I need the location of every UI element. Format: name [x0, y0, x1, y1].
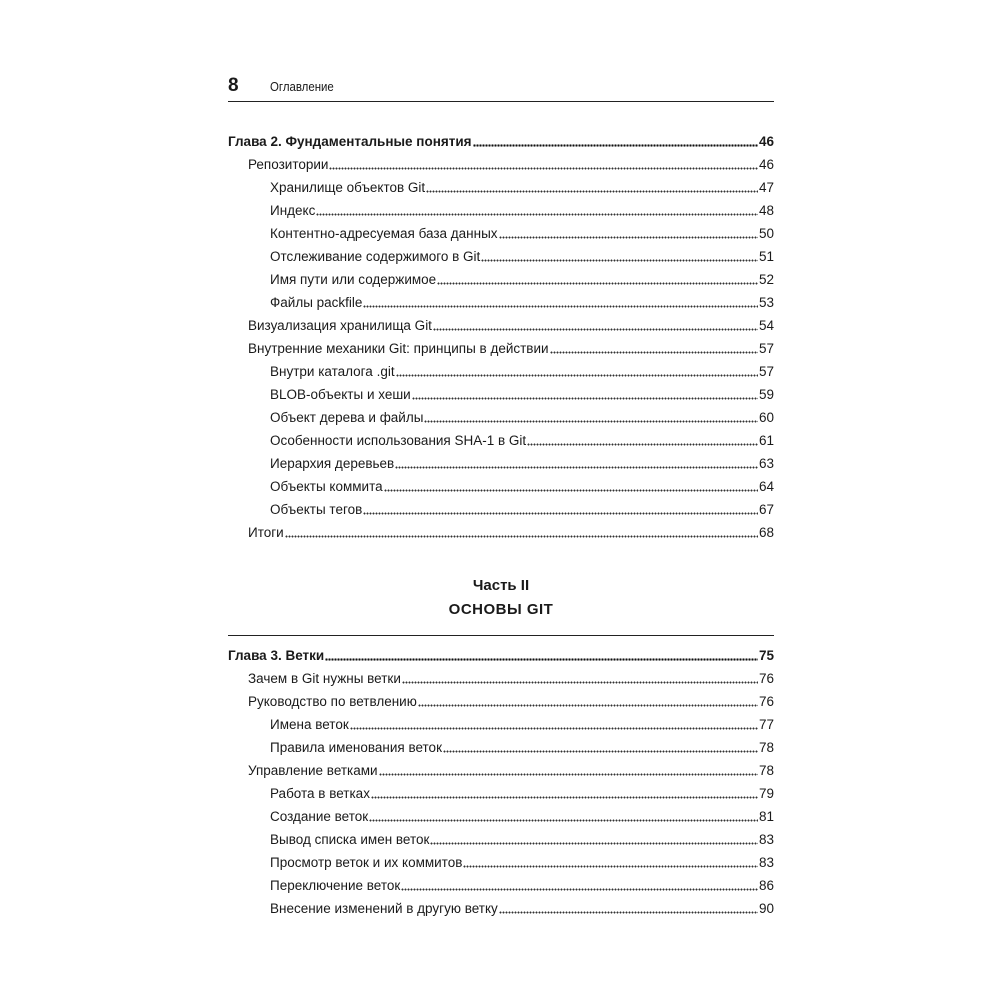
toc-entry	[228, 759, 774, 782]
toc-dot-leader	[424, 417, 758, 423]
toc-entry-page-number: 90	[758, 901, 774, 916]
toc-dot-leader	[285, 532, 758, 538]
toc-entry	[228, 406, 774, 429]
toc-entry-title: Внутри каталога .git	[270, 364, 395, 379]
toc-dot-leader	[396, 371, 758, 377]
toc-section-chapter-2	[228, 130, 774, 544]
toc-entry	[228, 498, 774, 521]
toc-chapter-entry	[228, 644, 774, 667]
toc-entry-title: Индекс	[270, 203, 316, 218]
toc-dot-leader	[473, 141, 758, 147]
toc-entry	[228, 176, 774, 199]
toc-dot-leader	[433, 325, 758, 331]
toc-entry-page-number: 52	[758, 272, 774, 287]
toc-entry-title: Просмотр веток и их коммитов	[270, 855, 463, 870]
toc-entry-title: Правила именования веток	[270, 740, 442, 755]
toc-entry	[228, 222, 774, 245]
toc-entry	[228, 383, 774, 406]
toc-entry-page-number: 60	[758, 410, 774, 425]
toc-entry	[228, 452, 774, 475]
toc-entry	[228, 713, 774, 736]
toc-entry-title: Объект дерева и файлы	[270, 410, 424, 425]
toc-entry-title: Объекты коммита	[270, 479, 383, 494]
toc-entry-page-number: 81	[758, 809, 774, 824]
toc-entry-page-number: 64	[758, 479, 774, 494]
toc-entry-title: Итоги	[248, 525, 284, 540]
toc-entry-title: Контентно-адресуемая база данных	[270, 226, 498, 241]
toc-entry-page-number: 46	[758, 157, 774, 172]
toc-entry-title: Глава 3. Ветки	[228, 648, 325, 663]
toc-entry-page-number: 51	[758, 249, 774, 264]
toc-entry-page-number: 76	[758, 671, 774, 686]
toc-entry-page-number: 63	[758, 456, 774, 471]
toc-dot-leader	[369, 816, 758, 822]
toc-entry	[228, 153, 774, 176]
part-label: Часть II	[472, 577, 530, 594]
toc-entry	[228, 736, 774, 759]
toc-entry-page-number: 54	[758, 318, 774, 333]
toc-entry	[228, 475, 774, 498]
part-heading	[228, 574, 774, 622]
toc-entry	[228, 268, 774, 291]
toc-dot-leader	[316, 210, 758, 216]
toc-entry-page-number: 50	[758, 226, 774, 241]
page-number: 8	[228, 75, 239, 96]
part-title: ОСНОВЫ GIT	[448, 601, 554, 618]
toc-entry	[228, 805, 774, 828]
toc-dot-leader	[426, 187, 758, 193]
toc-entry-title: Имена веток	[270, 717, 349, 732]
toc-dot-leader	[437, 279, 758, 285]
toc-entry-page-number: 79	[758, 786, 774, 801]
toc-entry-page-number: 67	[758, 502, 774, 517]
toc-entry-title: Файлы packfile	[270, 295, 363, 310]
toc-entry	[228, 360, 774, 383]
toc-entry-page-number: 78	[758, 740, 774, 755]
toc-entry-title: Переключение веток	[270, 878, 401, 893]
toc-dot-leader	[379, 770, 758, 776]
toc-entry-title: Управление ветками	[248, 763, 378, 778]
toc-dot-leader	[384, 486, 758, 492]
toc-entry-page-number: 57	[758, 364, 774, 379]
toc-entry-title: Хранилище объектов Git	[270, 180, 426, 195]
toc-dot-leader	[371, 793, 758, 799]
toc-entry-title: Отслеживание содержимого в Git	[270, 249, 481, 264]
toc-entry	[228, 429, 774, 452]
toc-entry-title: Иерархия деревьев	[270, 456, 395, 471]
toc-entry	[228, 337, 774, 360]
toc-section-chapter-3	[228, 644, 774, 920]
toc-dot-leader	[363, 509, 758, 515]
toc-entry-title: Создание веток	[270, 809, 369, 824]
toc-entry-page-number: 83	[758, 832, 774, 847]
toc-entry-page-number: 61	[758, 433, 774, 448]
header-rule	[228, 101, 774, 102]
toc-dot-leader	[550, 348, 758, 354]
toc-dot-leader	[363, 302, 758, 308]
part-rule	[228, 635, 774, 636]
toc-entry-page-number: 57	[758, 341, 774, 356]
toc-entry-page-number: 78	[758, 763, 774, 778]
toc-dot-leader	[499, 233, 758, 239]
toc-entry-page-number: 46	[758, 134, 774, 149]
toc-entry-page-number: 59	[758, 387, 774, 402]
toc-dot-leader	[329, 164, 758, 170]
toc-entry-title: Внутренние механики Git: принципы в действии	[248, 341, 549, 356]
page-header	[228, 74, 774, 102]
toc-entry-page-number: 77	[758, 717, 774, 732]
toc-entry	[228, 897, 774, 920]
toc-entry-page-number: 68	[758, 525, 774, 540]
toc-entry	[228, 291, 774, 314]
toc-entry-page-number: 86	[758, 878, 774, 893]
toc-entry-title: Визуализация хранилища Git	[248, 318, 432, 333]
toc-entry-page-number: 47	[758, 180, 774, 195]
toc-entry	[228, 874, 774, 897]
toc-dot-leader	[499, 908, 758, 914]
toc-dot-leader	[418, 701, 758, 707]
toc-dot-leader	[325, 655, 758, 661]
toc-entry-title: BLOB-объекты и хеши	[270, 387, 411, 402]
toc-dot-leader	[402, 678, 758, 684]
toc-entry-page-number: 53	[758, 295, 774, 310]
toc-entry-page-number: 75	[758, 648, 774, 663]
toc-entry	[228, 690, 774, 713]
toc-entry	[228, 245, 774, 268]
toc-dot-leader	[443, 747, 758, 753]
toc-dot-leader	[481, 256, 758, 262]
toc-entry-title: Работа в ветках	[270, 786, 370, 801]
toc-entry-title: Имя пути или содержимое	[270, 272, 437, 287]
toc-dot-leader	[401, 885, 758, 891]
toc-dot-leader	[412, 394, 758, 400]
toc-entry	[228, 314, 774, 337]
toc-entry	[228, 199, 774, 222]
running-title: Оглавление	[270, 79, 334, 94]
toc-entry	[228, 851, 774, 874]
toc-dot-leader	[395, 463, 758, 469]
toc-entry	[228, 521, 774, 544]
toc-chapter-entry	[228, 130, 774, 153]
toc-entry	[228, 782, 774, 805]
toc-dot-leader	[430, 839, 758, 845]
toc-entry	[228, 667, 774, 690]
toc-entry-title: Глава 2. Фундаментальные понятия	[228, 134, 472, 149]
toc-entry-title: Внесение изменений в другую ветку	[270, 901, 498, 916]
toc-entry-title: Руководство по ветвлению	[248, 694, 417, 709]
toc-dot-leader	[350, 724, 758, 730]
toc-entry-title: Вывод списка имен веток	[270, 832, 430, 847]
toc-entry	[228, 828, 774, 851]
toc-entry-page-number: 83	[758, 855, 774, 870]
toc-dot-leader	[463, 862, 758, 868]
toc-entry-page-number: 76	[758, 694, 774, 709]
toc-entry-page-number: 48	[758, 203, 774, 218]
toc-entry-title: Объекты тегов	[270, 502, 363, 517]
toc-entry-title: Репозитории	[248, 157, 329, 172]
toc-entry-title: Зачем в Git нужны ветки	[248, 671, 401, 686]
toc-dot-leader	[527, 440, 758, 446]
toc-entry-title: Особенности использования SHA-1 в Git	[270, 433, 527, 448]
